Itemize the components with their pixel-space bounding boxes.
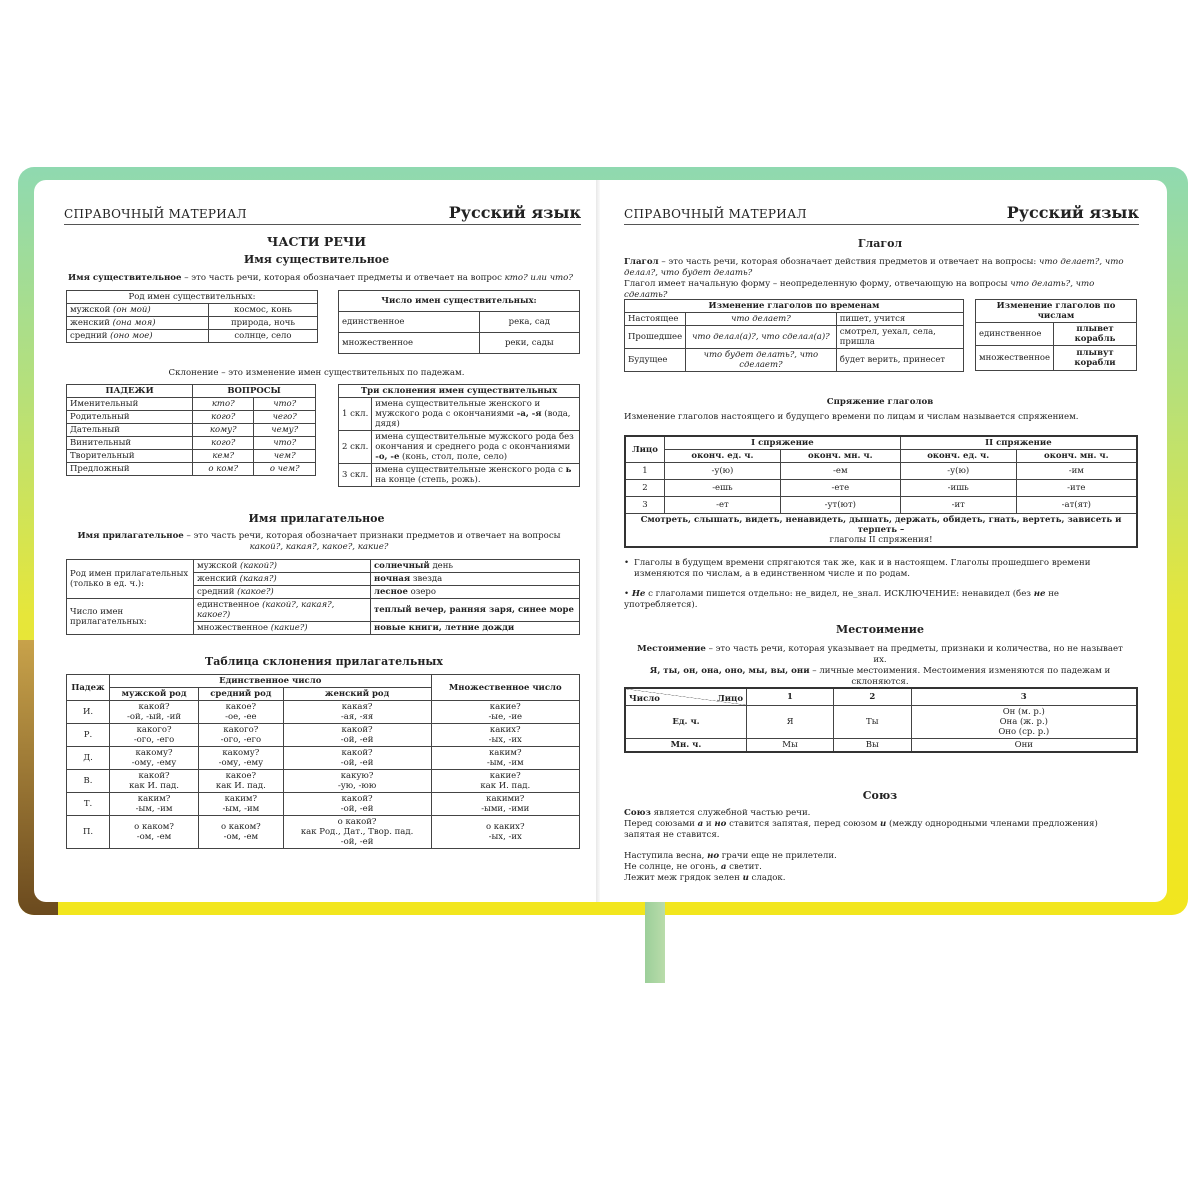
noun-definition: Имя существительное – это часть речи, которая обозначает предметы и отвечает на вопрос кто? или что?	[68, 273, 573, 283]
left-page	[34, 180, 599, 902]
header-subject: Русский язык	[448, 203, 581, 222]
table-header: Три склонения имен существительных	[339, 385, 580, 398]
verb-definition: Глагол – это часть речи, которая обозначает действия предметов и отвечает на вопросы: что делает?, что делал?, что будет делать? Глагол имеет начальную форму – неопределенную форму, отвечающую на вопросы что делать?, что сделать?	[624, 257, 1124, 300]
cases-table: ПАДЕЖИ ВОПРОСЫ Именительный кто? что? Родительный кого? чего? Дательный кому? чему? Винительный кого? что? Творительный кем? чем? Предложный о ком? о чем?	[66, 384, 316, 476]
table-header: Изменение глаголов по временам	[625, 300, 964, 313]
pronoun-definition: Местоимение – это часть речи, которая указывает на предметы, признаки и количества, но не называет их. Я, ты, он, она, оно, мы, вы, они – личные местоимения. Местоимения изменяются по падежам и склоняются.	[637, 644, 1123, 687]
declension-definition: Склонение – это изменение имен существительных по падежам.	[168, 368, 465, 378]
bookmark-ribbon	[645, 895, 665, 983]
conjugation-definition: Изменение глаголов настоящего и будущего времени по лицам и числам называется спряжением.	[624, 412, 1079, 422]
verb-tense-table: Изменение глаголов по временам Настоящее что делает? пишет, учится Прошедшее что делал(а)?, что сделал(а)? смотрел, уехал, села, пришла Будущее что будет делать?, что сделает? будет верить, принесет	[624, 299, 964, 372]
header-subject: Русский язык	[1006, 203, 1139, 222]
page-header	[64, 200, 581, 225]
adjective-heading: Имя прилагательное	[248, 512, 385, 525]
right-page	[600, 180, 1167, 902]
table-header: Изменение глаголов по числам	[976, 300, 1137, 323]
conjunction-examples: Наступила весна, но грачи еще не прилетели. Не солнце, не огонь, а светит. Лежит меж грядок зелен и сладок.	[624, 851, 837, 883]
pronoun-heading: Местоимение	[836, 623, 924, 636]
table-header: Род имен существительных:	[67, 291, 318, 304]
header-label: СПРАВОЧНЫЙ МАТЕРИАЛ	[64, 207, 247, 221]
adjective-declension-title: Таблица склонения прилагательных	[205, 655, 443, 668]
adjective-declension-table: Падеж Единственное число Множественное число мужской род средний род женский род И. какой? -ой, -ый, -ий какое? -ое, -ее какая? -ая, -яя какие? -ые, -ие Р. какого? -ого, -его какого? -ого, -его какой? -ой, -ей каких? -ых, -их Д. какому? -ому, -ему какому? -ому, -ему какой? -ой, -ей каким? -ым, -им В. какой? как И. пад. какое? как И. пад. какую? -ую, -юю какие? как И. пад. Т. каким? -ым, -им каким? -ым, -им какой? -ой, -ей какими? -ыми, -ими П. о каком? -ом, -ем о каком? -ом, -ем о какой? как Род., Дат., Твор. пад. -ой, -ей о каких? -ых, -их	[66, 674, 580, 849]
verb-note-future: • Глаголы в будущем времени спрягаются так же, как и в настоящем. Глаголы прошедшего времени изменяются по числам, а в единственном числе и по родам.	[624, 558, 1091, 579]
conjugation-table: Лицо I спряжение II спряжение оконч. ед. ч. оконч. мн. ч. оконч. ед. ч. оконч. мн. ч. 1 -у(ю) -ем -у(ю) -им 2 -ешь -ете -ишь -ите 3 -ет -ут(ют) -ит -ат(ят) Смотреть, слышать, видеть, ненавидеть, дышать, держать, обидеть, гнать, вертеть, зависеть и терпеть – глаголы II спряжения!	[624, 435, 1138, 548]
noun-number-table: Число имен существительных: единственное река, сад множественное реки, сады	[338, 290, 580, 354]
three-declensions-table: Три склонения имен существительных 1 скл. имена существительные женского и мужского рода с окончаниями -а, -я (вода, дядя) 2 скл. имена существительные мужского рода без окончания и среднего рода с окончаниями -о, -е (конь, стол, поле, село) 3 скл. имена существительные женского рода с ь на конце (степь, рожь).	[338, 384, 580, 487]
header-label: СПРАВОЧНЫЙ МАТЕРИАЛ	[624, 207, 807, 221]
adjective-definition: Имя прилагательное – это часть речи, которая обозначает признаки предметов и отвечает на вопросы какой?, какая?, какое?, какие?	[77, 531, 561, 552]
table-row: В. какой? как И. пад. какое? как И. пад. какую? -ую, -юю какие? как И. пад.	[67, 770, 580, 793]
table-row: Т. каким? -ым, -им каким? -ым, -им какой? -ой, -ей какими? -ыми, -ими	[67, 793, 580, 816]
table-header: Число имен существительных:	[339, 291, 580, 312]
section-title: ЧАСТИ РЕЧИ	[266, 234, 367, 249]
page-header	[624, 200, 1139, 225]
noun-heading: Имя существительное	[243, 253, 390, 266]
conjunction-heading: Союз	[862, 789, 898, 802]
verb-number-table: Изменение глаголов по числам единственное плывет корабль множественное плывут корабли	[975, 299, 1137, 371]
conjunction-definition: Союз является служебной частью речи. Перед союзами а и но ставится запятая, перед союзом и (между однородными членами предложения) запятая не ставится.	[624, 808, 1098, 840]
pronoun-table: Число Лицо 1 2 3 Ед. ч. Я Ты Он (м. р.) Она (ж. р.) Оно (ср. р.) Мн. ч. Мы Вы Они	[624, 687, 1138, 753]
verb-heading: Глагол	[857, 237, 903, 250]
table-row: Д. какому? -ому, -ему какому? -ому, -ему какой? -ой, -ей каким? -ым, -им	[67, 747, 580, 770]
noun-gender-table: Род имен существительных: мужской (он мой) космос, конь женский (она моя) природа, ночь средний (оно мое) солнце, село	[66, 290, 318, 343]
conjugation-title: Спряжение глаголов	[826, 397, 934, 407]
verb-note-negation: • Не с глаголами пишется отдельно: не_видел, не_знал. ИСКЛЮЧЕНИЕ: ненавидел (без не не употребляется).	[624, 589, 1060, 610]
table-row: П. о каком? -ом, -ем о каком? -ом, -ем о какой? как Род., Дат., Твор. пад. -ой, -ей о каких? -ых, -их	[67, 816, 580, 849]
adjective-gender-number-table: Род имен прилагательных (только в ед. ч.): мужской (какой?) солнечный день женский (какая?) ночная звезда средний (какое?) лесное озеро Число имен прилагательных: единственное (какой?, какая?, какое?) теплый вечер, ранняя заря, синее море множественное (какие?) новые книги, летние дожди	[66, 559, 580, 635]
table-row: И. какой? -ой, -ый, -ий какое? -ое, -ее какая? -ая, -яя какие? -ые, -ие	[67, 701, 580, 724]
table-row: Р. какого? -ого, -его какого? -ого, -его какой? -ой, -ей каких? -ых, -их	[67, 724, 580, 747]
